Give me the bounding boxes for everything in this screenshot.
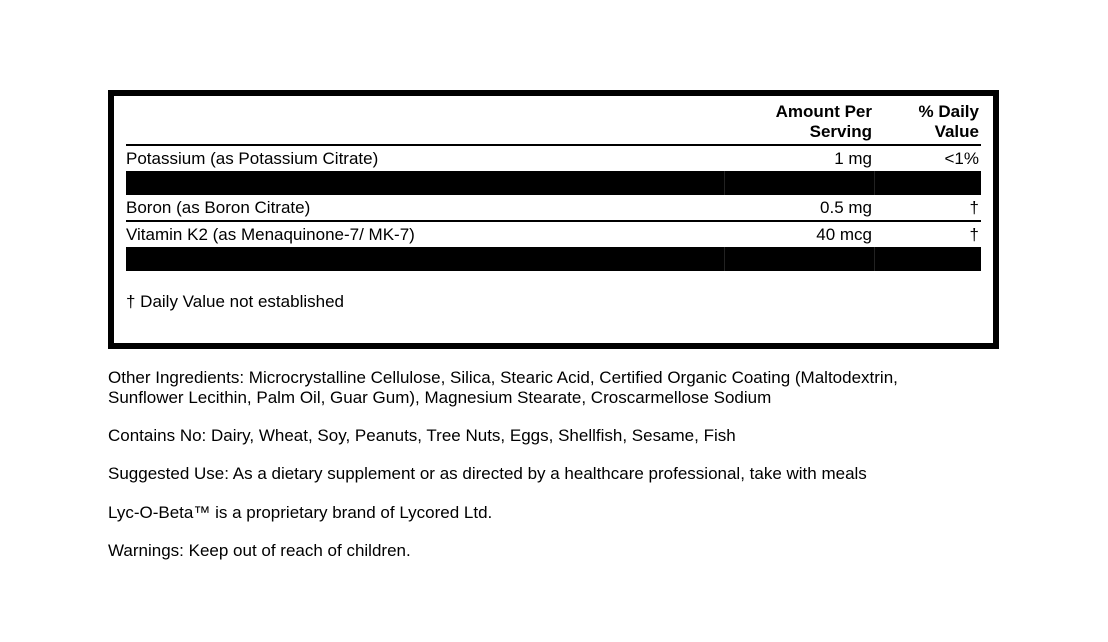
separator-cell [874, 171, 981, 195]
table-row [126, 195, 981, 221]
nutrient-name: Boron (as Boron Citrate) [126, 195, 724, 221]
nutrient-name: Vitamin K2 (as Menaquinone-7/ MK-7) [126, 224, 415, 244]
brand-note-text: Lyc-O-Beta™ is a proprietary brand of Lycored Ltd. [108, 503, 493, 522]
header-daily-value: % Daily Value [874, 102, 981, 145]
black-separator-bar [126, 171, 981, 195]
nutrient-amount: 0.5 mg [724, 195, 874, 221]
table-header-row [126, 102, 981, 145]
separator-cell [874, 247, 981, 271]
separator-cell [724, 247, 874, 271]
table-row [126, 145, 981, 171]
header-nutrient-blank [126, 102, 724, 145]
other-ingredients-text: Other Ingredients: Microcrystalline Cellulose, Silica, Stearic Acid, Certified Organic Coating (Maltodextrin, Sunflower Lecithin, Palm Oil, Guar Gum), Magnesium Stearate, Croscarmellose Sodium [108, 368, 898, 407]
black-separator-bar [126, 247, 981, 271]
separator-cell [724, 171, 874, 195]
table-row [126, 221, 981, 247]
daily-value-footnote: † Daily Value not established [126, 292, 344, 311]
supplement-facts-table [126, 102, 981, 271]
header-amount-per-serving: Amount Per Serving [724, 102, 874, 145]
warnings-text: Warnings: Keep out of reach of children. [108, 541, 411, 560]
separator-cell [126, 247, 724, 271]
separator-cell [126, 171, 724, 195]
nutrient-amount: 40 mcg [816, 224, 872, 244]
contains-no-text: Contains No: Dairy, Wheat, Soy, Peanuts, Tree Nuts, Eggs, Shellfish, Sesame, Fish [108, 426, 736, 445]
supplement-facts-panel [108, 90, 999, 349]
nutrient-daily-value: † [874, 195, 981, 221]
nutrient-name: Potassium (as Potassium Citrate) [126, 148, 379, 168]
nutrient-daily-value: <1% [944, 148, 979, 168]
suggested-use-text: Suggested Use: As a dietary supplement or as directed by a healthcare professional, take with meals [108, 464, 867, 483]
nutrient-daily-value: † [969, 224, 979, 244]
nutrient-amount: 1 mg [834, 148, 872, 168]
